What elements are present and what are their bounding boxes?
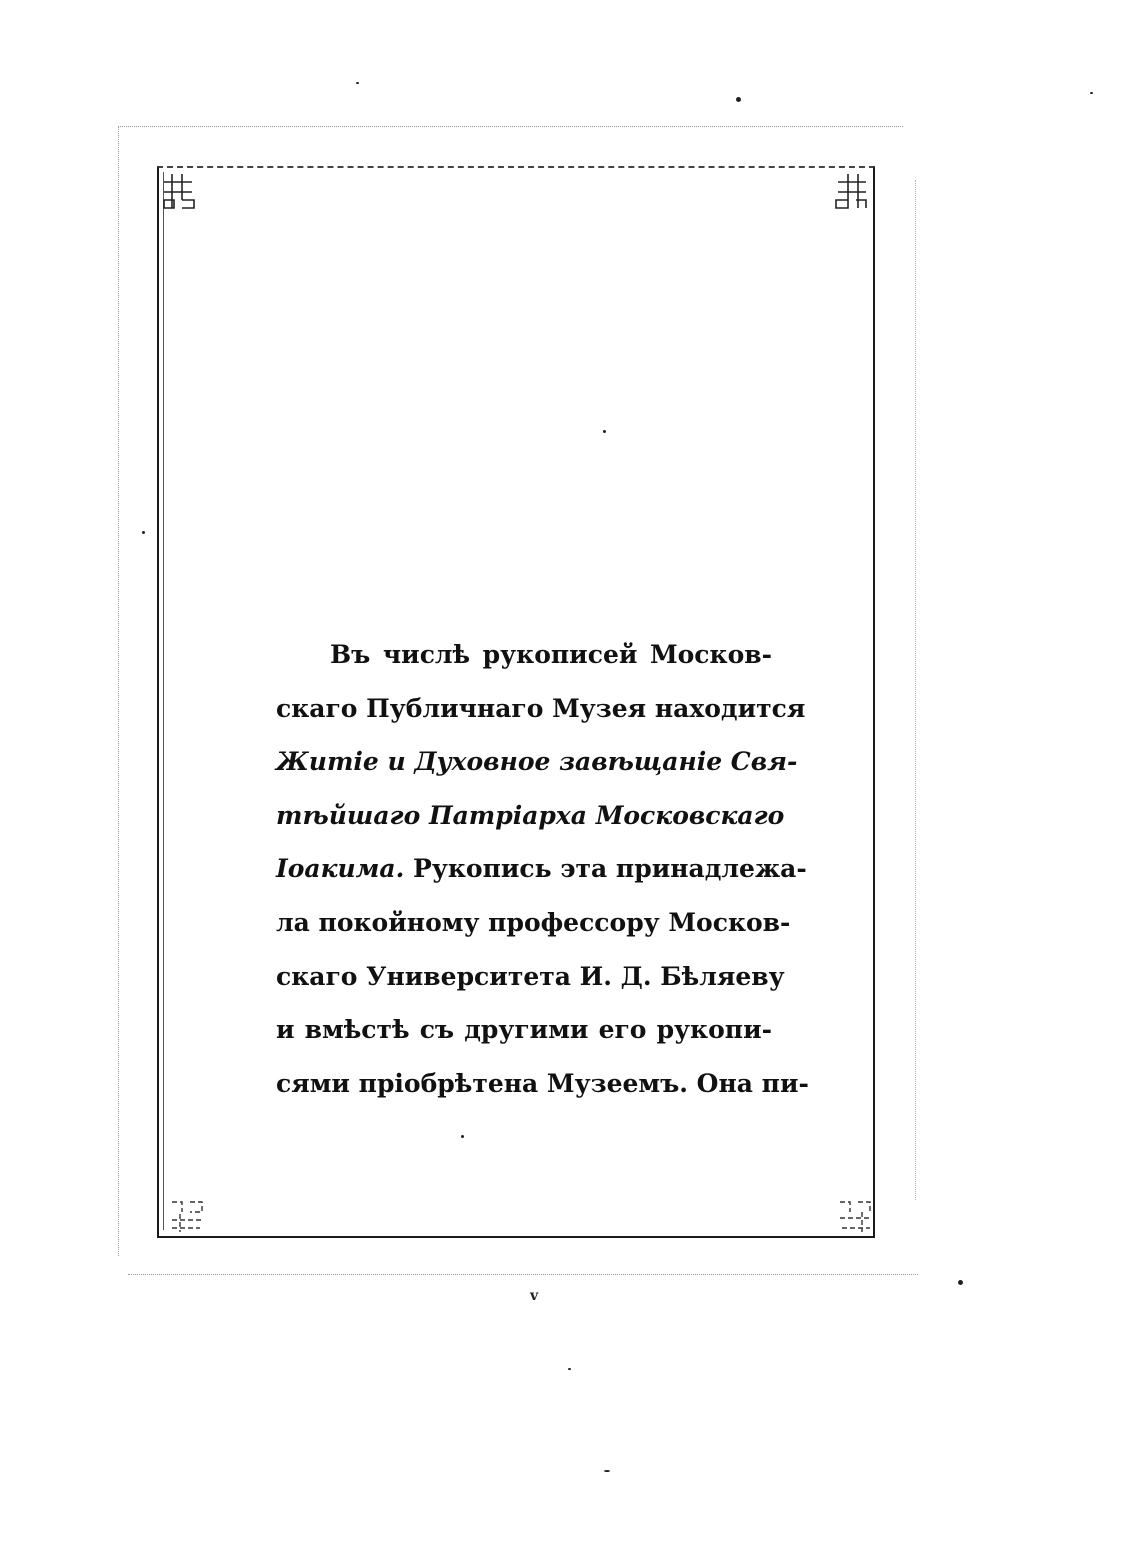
text-run: и вмѣстѣ съ другими его рукопи- xyxy=(276,1015,772,1045)
scan-speck xyxy=(958,1280,963,1285)
corner-ornament-bottom-right-icon xyxy=(838,1194,872,1234)
italic-title-text: Іоакима. xyxy=(276,854,405,884)
corner-ornament-top-right-icon xyxy=(834,172,868,212)
corner-ornament-bottom-left-icon xyxy=(170,1194,204,1234)
text-line xyxy=(276,950,785,1004)
italic-title-text: тѣйшаго Патріарха Московскаго xyxy=(276,800,785,830)
corner-ornament-top-left-icon xyxy=(162,172,196,212)
text-run: скаго Публичнаго Музея находится xyxy=(276,693,806,723)
text-run: ла покойному профессору Москов- xyxy=(276,907,791,937)
trim-line-bottom xyxy=(128,1274,918,1275)
text-line xyxy=(276,682,806,736)
scan-speck xyxy=(1090,92,1093,94)
scan-speck xyxy=(568,1368,571,1370)
text-line xyxy=(276,842,807,896)
trim-line-right xyxy=(915,180,916,1200)
text-line xyxy=(276,1003,772,1057)
scan-speck xyxy=(604,1470,610,1472)
text-run: Рукопись эта принадлежа- xyxy=(404,854,807,884)
text-line xyxy=(276,628,772,682)
text-line xyxy=(276,789,785,843)
text-run: скаго Университета И. Д. Бѣляеву xyxy=(276,961,785,991)
scan-speck xyxy=(142,531,145,534)
scan-speck xyxy=(356,82,359,84)
body-paragraph xyxy=(276,628,809,1110)
page-signature-mark: v xyxy=(530,1288,539,1304)
text-line xyxy=(276,896,791,950)
italic-title-text: Житіе и Духовное завѣщаніе Свя- xyxy=(276,747,798,777)
trim-line-left xyxy=(118,126,119,1256)
text-run: сями пріобрѣтена Музеемъ. Она пи- xyxy=(276,1068,809,1098)
scan-speck xyxy=(603,430,606,433)
scan-speck xyxy=(461,1135,464,1138)
frame-inner-rule xyxy=(163,172,164,1230)
text-line xyxy=(276,1057,809,1111)
text-line xyxy=(276,735,798,789)
trim-line-top xyxy=(118,126,903,127)
text-run: Въ числѣ рукописей Москов- xyxy=(330,640,772,669)
scan-speck xyxy=(736,97,741,102)
